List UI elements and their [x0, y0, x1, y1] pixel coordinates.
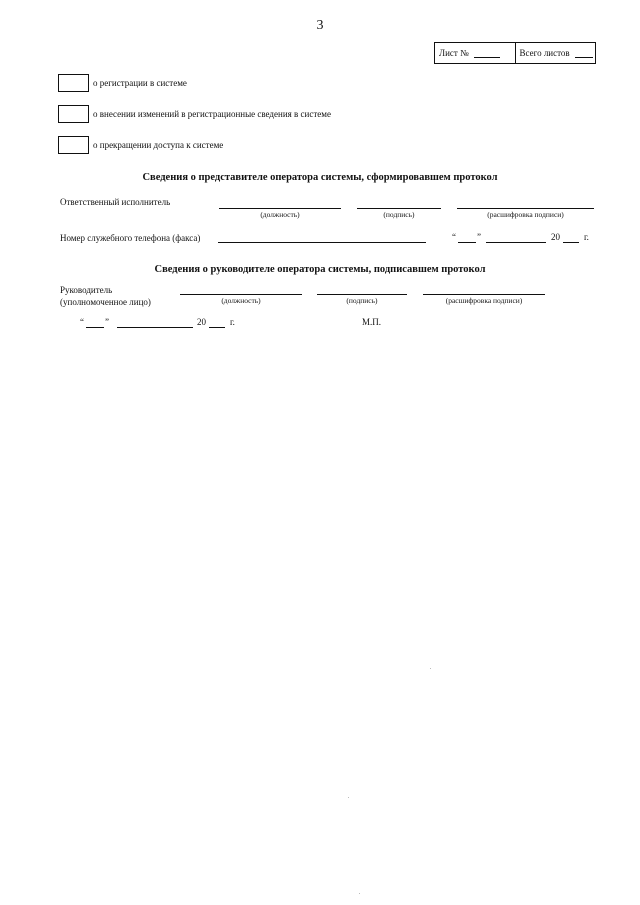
head-year-suffix: г.	[230, 317, 235, 327]
registration-label: о регистрации в системе	[93, 78, 187, 88]
changes-checkbox[interactable]	[58, 105, 89, 123]
representative-year-prefix: 20	[551, 232, 560, 242]
scan-speck	[430, 668, 431, 669]
termination-checkbox[interactable]	[58, 136, 89, 154]
executor-label: Ответственный исполнитель	[60, 197, 171, 207]
representative-year-suffix: г.	[584, 232, 589, 242]
phone-line[interactable]	[218, 242, 426, 243]
executor-position-line[interactable]	[219, 208, 341, 209]
representative-month-line[interactable]	[486, 242, 546, 243]
executor-signature-caption: (подпись)	[383, 210, 415, 219]
head-year-prefix: 20	[197, 317, 206, 327]
checkbox-row-registration	[58, 74, 187, 92]
head-decoding-caption: (расшифровка подписи)	[445, 296, 523, 305]
head-date-open-quote: “	[80, 317, 84, 327]
head-day-line[interactable]	[86, 327, 104, 328]
representative-date-open-quote: “	[452, 232, 456, 242]
total-sheets-label: Всего листов	[519, 48, 570, 58]
total-sheets-blank[interactable]	[575, 48, 593, 58]
phone-label: Номер служебного телефона (факса)	[60, 233, 201, 243]
executor-decoding-caption: (расшифровка подписи)	[487, 210, 564, 219]
page-number: 3	[316, 18, 324, 33]
sheet-number-label: Лист №	[439, 48, 469, 58]
executor-position-caption: (должность)	[260, 210, 300, 219]
head-label-line2: (уполномоченное лицо)	[60, 297, 151, 307]
representative-day-line[interactable]	[458, 242, 476, 243]
head-position-line[interactable]	[180, 294, 302, 295]
head-decoding-line[interactable]	[423, 294, 545, 295]
executor-signature-line[interactable]	[357, 208, 441, 209]
head-label-line1: Руководитель	[60, 285, 113, 295]
representative-date-close-quote: ”	[477, 232, 481, 242]
termination-label: о прекращении доступа к системе	[93, 140, 224, 150]
scan-speck	[348, 797, 349, 798]
checkbox-row-changes	[58, 105, 331, 123]
head-year-line[interactable]	[209, 327, 225, 328]
stamp-label: М.П.	[362, 317, 382, 327]
total-sheets-cell	[515, 43, 596, 63]
head-position-caption: (должность)	[221, 296, 261, 305]
registration-checkbox[interactable]	[58, 74, 89, 92]
scan-speck	[359, 893, 360, 894]
sheet-table	[434, 42, 596, 64]
checkbox-row-termination	[58, 136, 223, 154]
head-signature-line[interactable]	[317, 294, 407, 295]
representative-year-line[interactable]	[563, 242, 579, 243]
sheet-number-blank[interactable]	[474, 48, 500, 58]
executor-decoding-line[interactable]	[457, 208, 594, 209]
head-date-close-quote: ”	[105, 317, 109, 327]
sheet-number-cell	[435, 43, 515, 63]
changes-label: о внесении изменений в регистрационные сведения в системе	[93, 109, 331, 119]
head-month-line[interactable]	[117, 327, 193, 328]
representative-section-title: Сведения о представителе оператора системы, сформировавшем протокол	[142, 172, 498, 183]
head-signature-caption: (подпись)	[346, 296, 378, 305]
head-section-title: Сведения о руководителе оператора системы, подписавшем протокол	[154, 264, 486, 275]
